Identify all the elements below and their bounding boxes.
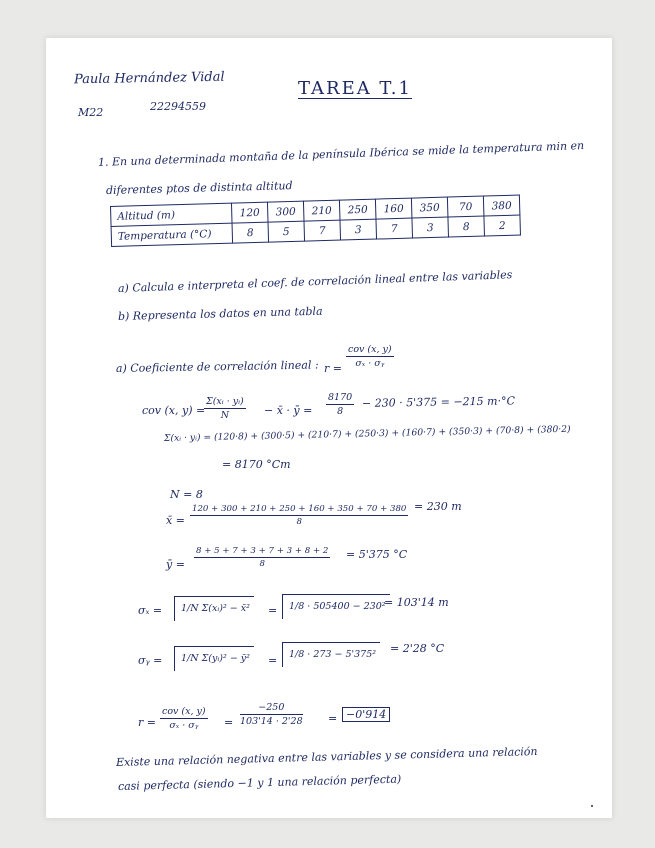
altitude-cell: 300 [267, 201, 304, 222]
cov-fraction [204, 396, 246, 421]
r-formula-denominator: σₓ · σᵧ [355, 358, 385, 369]
x-mean-result: = 230 m [414, 500, 462, 513]
sigma-x-result: = 103'14 m [384, 596, 449, 609]
x-mean-fraction [190, 504, 408, 527]
altitude-cell: 350 [411, 197, 448, 218]
y-mean-denominator: 8 [259, 559, 265, 569]
y-mean-fraction [194, 546, 330, 569]
conclusion-line-1: Existe una relación negativa entre las variables y se considera una relación [115, 744, 538, 769]
r-final-value-denominator: 103'14 · 2'28 [240, 716, 303, 727]
altitude-cell: 380 [483, 195, 520, 216]
sigma-y-root-formula: 1/N Σ(yᵢ)² − ȳ² [174, 646, 254, 671]
statement-line-2: diferentes ptos de distinta altitud [105, 179, 293, 197]
r-formula-lhs: r = [324, 362, 342, 375]
temperature-cell: 8 [448, 216, 485, 237]
temperature-cell: 7 [304, 220, 341, 241]
group-code: M22 [78, 106, 104, 119]
question-a: a) Calcula e interpreta el coef. de correlación lineal entre las variables [117, 268, 513, 295]
ink-dot [591, 805, 593, 807]
author-name: Paula Hernández Vidal [73, 69, 225, 88]
row-label-altitude: Altitud (m) [111, 203, 233, 226]
r-final-result [342, 708, 390, 722]
y-mean-lhs: ȳ = [166, 558, 185, 571]
page-title: TAREA T.1 [298, 78, 412, 99]
solution-heading: a) Coeficiente de correlación lineal : [115, 358, 319, 375]
cov-numerator: Σ(xᵢ · yᵢ) [206, 396, 244, 407]
conclusion-line-2: casi perfecta (siendo −1 y 1 una relación perfecta) [117, 772, 402, 793]
r-final-equals-2: = [328, 712, 338, 725]
question-b: b) Representa los datos en una tabla [117, 304, 323, 323]
cov-value-numerator: 8170 [328, 392, 353, 403]
sigma-y-root-values: 1/8 · 273 − 5'375² [282, 642, 380, 667]
temperature-cell: 3 [340, 219, 377, 240]
statement-line-1: 1. En una determinada montaña de la península Ibérica se mide la temperatura min en [97, 139, 585, 169]
sigma-y-equals: = [268, 654, 278, 667]
sigma-x-equals: = [268, 604, 278, 617]
r-final-fraction [160, 706, 208, 731]
x-mean-denominator: 8 [296, 517, 302, 527]
altitude-cell: 210 [303, 200, 340, 221]
sigma-x-root-formula: 1/N Σ(xᵢ)² − x̄² [174, 596, 254, 621]
sigma-y-result: = 2'28 °C [390, 642, 445, 655]
cov-denominator: N [220, 410, 230, 421]
student-id: 22294559 [150, 100, 206, 113]
r-formula-numerator: cov (x, y) [348, 344, 392, 355]
altitude-cell: 70 [447, 196, 484, 217]
cov-mean-product: − x̄ · ȳ = [264, 404, 313, 417]
r-final-denominator: σₓ · σᵧ [169, 720, 199, 731]
sample-size: N = 8 [170, 488, 203, 501]
r-final-value-numerator: −250 [240, 702, 303, 715]
x-mean-lhs: x̄ = [166, 514, 185, 527]
temperature-cell: 7 [376, 218, 413, 239]
altitude-cell: 250 [339, 199, 376, 220]
y-mean-result: = 5'375 °C [346, 548, 408, 561]
r-formula-fraction [346, 344, 394, 369]
cov-value-fraction [326, 392, 354, 417]
altitude-cell: 160 [375, 198, 412, 219]
temperature-cell: 8 [232, 222, 269, 243]
r-final-value-fraction [240, 702, 303, 727]
r-final-lhs: r = [138, 716, 156, 729]
temperature-cell: 3 [412, 217, 449, 238]
r-result-box: −0'914 [342, 707, 390, 722]
sigma-x-lhs: σₓ = [138, 604, 163, 617]
cov-result: − 230 · 5'375 = −215 m·°C [361, 394, 516, 410]
r-final-equals: = [224, 716, 234, 729]
sum-products-result: = 8170 °Cm [222, 458, 291, 471]
cov-lhs: cov (x, y) = [142, 404, 206, 417]
temperature-cell: 5 [268, 221, 305, 242]
x-mean-numerator: 120 + 300 + 210 + 250 + 160 + 350 + 70 + 380 [192, 504, 407, 514]
r-final-numerator: cov (x, y) [162, 706, 206, 717]
row-label-temperature: Temperatura (°C) [111, 223, 233, 246]
temperature-cell: 2 [484, 215, 521, 236]
sigma-y-lhs: σᵧ = [138, 654, 163, 667]
y-mean-numerator: 8 + 5 + 7 + 3 + 7 + 3 + 8 + 2 [196, 546, 329, 556]
sigma-x-root-values: 1/8 · 505400 − 230² [282, 594, 390, 619]
sum-products-line: Σ(xᵢ · yᵢ) = (120·8) + (300·5) + (210·7) + (250·3) + (160·7) + (350·3) + (70·8) + (380·2) [163, 423, 571, 444]
altitude-cell: 120 [231, 202, 268, 223]
cov-value-denominator: 8 [337, 406, 344, 417]
